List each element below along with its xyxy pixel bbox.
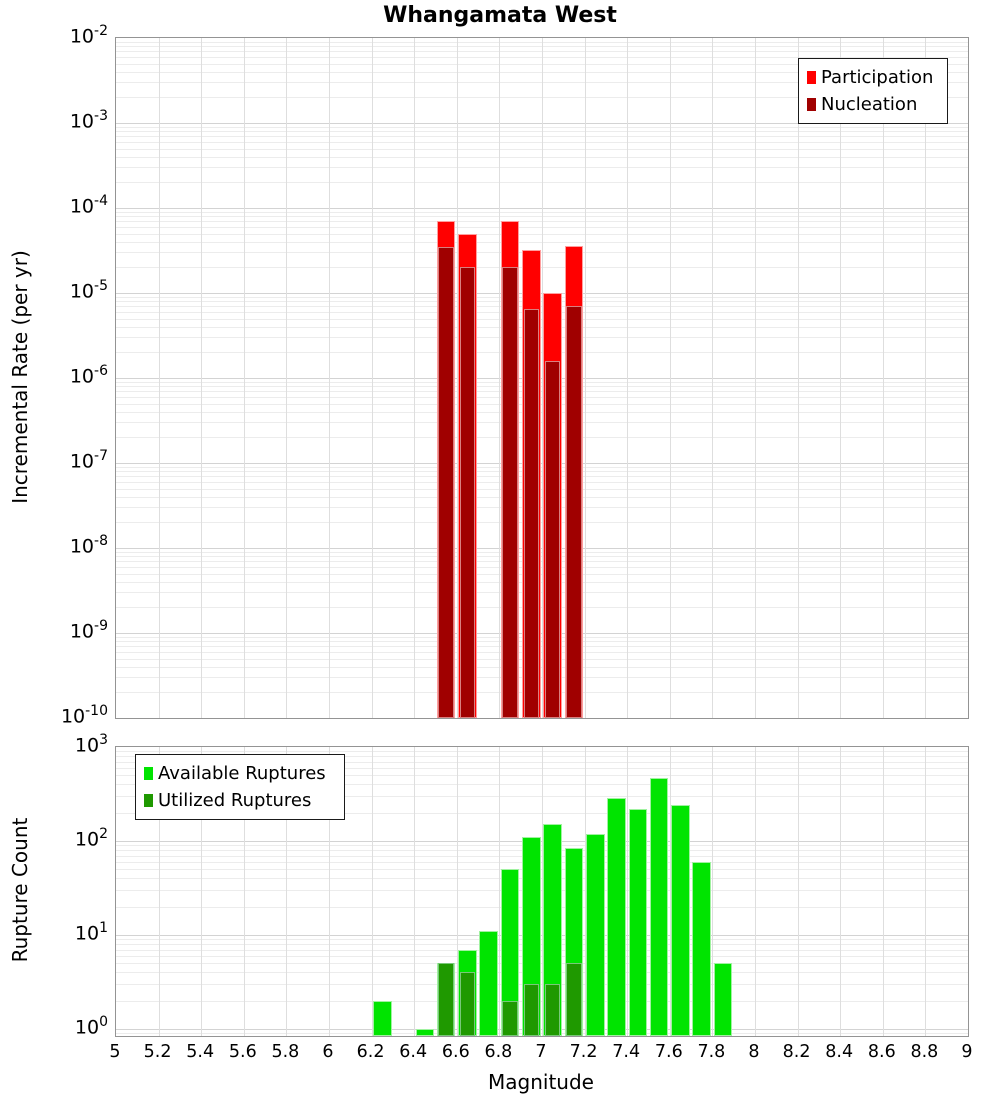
v-gridline (840, 747, 841, 1036)
v-gridline (755, 747, 756, 1036)
y-axis-label-bottom: Rupture Count (8, 817, 32, 963)
x-tick-label: 5.2 (143, 1042, 172, 1062)
v-gridline (712, 38, 713, 718)
utilized-ruptures-bar (502, 1001, 518, 1036)
legend-label: Available Ruptures (158, 763, 326, 784)
x-tick-label: 7 (535, 1042, 547, 1062)
v-gridline (925, 38, 926, 718)
v-gridline (670, 38, 671, 718)
legend-item-nucleation (807, 91, 939, 118)
nucleation-bar (545, 361, 561, 718)
y-tick-label: $10^{-7}$ (69, 448, 108, 473)
utilized-swatch-icon (144, 794, 153, 807)
utilized-ruptures-bar (438, 963, 454, 1036)
utilized-ruptures-bar (524, 984, 540, 1036)
x-tick-label: 6.6 (441, 1042, 470, 1062)
available-ruptures-bar (416, 1029, 435, 1036)
x-tick-label: 7.4 (612, 1042, 641, 1062)
legend-bottom (135, 754, 345, 820)
available-ruptures-bar (692, 862, 711, 1036)
v-gridline (329, 38, 330, 718)
available-ruptures-bar (650, 778, 669, 1036)
v-gridline (286, 38, 287, 718)
y-tick-label: $10^{-6}$ (69, 363, 108, 388)
available-ruptures-bar (629, 809, 648, 1036)
x-tick-label: 8 (748, 1042, 760, 1062)
v-gridline (585, 38, 586, 718)
v-gridline (798, 38, 799, 718)
available-ruptures-bar (714, 963, 733, 1036)
y-tick-label: $10^0$ (74, 1014, 108, 1039)
x-tick-label: 9 (961, 1042, 973, 1062)
y-tick-label: $10^{-3}$ (69, 108, 108, 133)
nucleation-bar (438, 247, 454, 718)
v-gridline (414, 747, 415, 1036)
nucleation-bar (524, 309, 540, 718)
v-gridline (159, 38, 160, 718)
available-swatch-icon (144, 767, 153, 780)
v-gridline (883, 747, 884, 1036)
incremental-rate-plot (115, 37, 969, 719)
nucleation-bar (502, 267, 518, 718)
y-tick-label: $10^{-5}$ (69, 278, 108, 303)
x-tick-label: 5.8 (271, 1042, 300, 1062)
v-gridline (627, 38, 628, 718)
y-tick-label: $10^{-4}$ (69, 193, 108, 218)
x-tick-label: 8.6 (867, 1042, 896, 1062)
available-ruptures-bar (607, 798, 626, 1036)
x-tick-label: 5.4 (186, 1042, 215, 1062)
v-gridline (372, 747, 373, 1036)
utilized-ruptures-bar (545, 984, 561, 1036)
available-ruptures-bar (373, 1001, 392, 1036)
y-tick-label: $10^{-2}$ (69, 23, 108, 48)
available-ruptures-bar (479, 931, 498, 1036)
chart-title: Whangamata West (383, 3, 617, 28)
utilized-ruptures-bar (566, 963, 582, 1036)
x-tick-label: 6.4 (399, 1042, 428, 1062)
x-tick-label: 8.8 (910, 1042, 939, 1062)
x-tick-label: 7.6 (654, 1042, 683, 1062)
legend-item-available (144, 760, 336, 787)
v-gridline (244, 38, 245, 718)
x-tick-label: 6.2 (356, 1042, 385, 1062)
x-tick-label: 7.8 (697, 1042, 726, 1062)
x-tick-label: 5 (109, 1042, 121, 1062)
legend-top (798, 58, 948, 124)
v-gridline (925, 747, 926, 1036)
x-tick-label: 6 (322, 1042, 334, 1062)
v-gridline (840, 38, 841, 718)
legend-label: Participation (821, 67, 934, 88)
x-tick-label: 8.4 (825, 1042, 854, 1062)
y-tick-label: $10^{-10}$ (60, 703, 108, 728)
v-gridline (755, 38, 756, 718)
utilized-ruptures-bar (460, 972, 476, 1036)
nucleation-bar (460, 267, 476, 718)
v-gridline (372, 38, 373, 718)
v-gridline (883, 38, 884, 718)
legend-label: Nucleation (821, 94, 918, 115)
x-tick-label: 5.6 (228, 1042, 257, 1062)
y-tick-label: $10^{-8}$ (69, 533, 108, 558)
available-ruptures-bar (586, 834, 605, 1036)
legend-item-utilized (144, 787, 336, 814)
y-tick-label: $10^3$ (74, 732, 108, 757)
participation-swatch-icon (807, 71, 816, 84)
x-tick-label: 8.2 (782, 1042, 811, 1062)
legend-item-participation (807, 64, 939, 91)
x-axis-label: Magnitude (488, 1070, 594, 1094)
nucleation-swatch-icon (807, 98, 816, 111)
y-tick-label: $10^2$ (74, 826, 108, 851)
v-gridline (201, 38, 202, 718)
nucleation-bar (566, 306, 582, 718)
v-gridline (798, 747, 799, 1036)
legend-label: Utilized Ruptures (158, 790, 312, 811)
y-axis-label-top: Incremental Rate (per yr) (8, 250, 32, 504)
y-tick-label: $10^1$ (74, 920, 108, 945)
x-tick-label: 6.8 (484, 1042, 513, 1062)
v-gridline (414, 38, 415, 718)
x-tick-label: 7.2 (569, 1042, 598, 1062)
available-ruptures-bar (671, 805, 690, 1036)
y-tick-label: $10^{-9}$ (69, 618, 108, 643)
